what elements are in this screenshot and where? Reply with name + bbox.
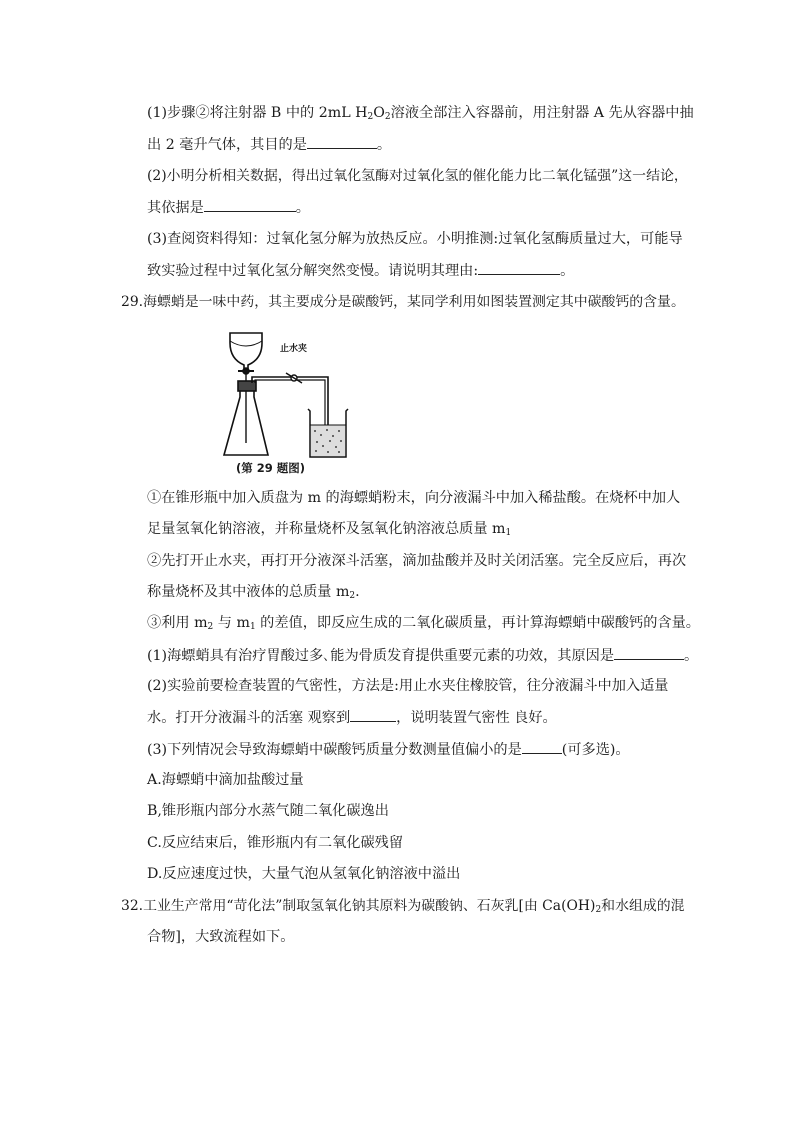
- q29-stem: 29.海螵蛸是一味中药，其主要成分是碳酸钙，某同学利用如图装置测定其中碳酸钙的含量。: [121, 294, 685, 310]
- separatory-funnel: [230, 333, 262, 371]
- q29-step2-line2: 称量烧杯及其中液体的总质量 $m_2$.: [147, 584, 360, 601]
- option-d: D.反应速度过快，大量气泡从氢氧化钠溶液中溢出: [147, 866, 461, 882]
- answer-blank[interactable]: [307, 134, 377, 149]
- q32-stem-line2: 合物]，大致流程如下。: [147, 929, 295, 945]
- q29-subquestion-2-line2: 水。打开分液漏斗的活塞 观察到 ，说明装置气密性 良好。: [147, 707, 557, 728]
- apparatus-figure: [222, 327, 422, 475]
- q29-step1-line2: 足量氢氧化钠溶液，并称量烧杯及氢氧化钠溶液总质量 $m_1$: [147, 521, 512, 538]
- answer-blank[interactable]: [522, 739, 562, 754]
- q32-stem-line1: 32.工业生产常用“苛化法”制取氢氧化钠其原料为碳酸钠、石灰乳[由 $Ca(OH)_2$和水组成的混: [121, 898, 685, 915]
- q28-part1-line1: (1)步骤②将注射器 B 中的 2mL $H_2O_2$溶液全部注入容器前，用注射器 A 先从容器中抽: [147, 105, 694, 122]
- q29-step1-line1: ①在锥形瓶中加入质盘为 m 的海螵蛸粉末，向分液漏斗中加入稀盐酸。在烧杯中加人: [147, 490, 681, 506]
- q28-part3-line2: 致实验过程中过氧化氢分解突然变慢。请说明其理由: 。: [147, 260, 574, 281]
- water-clamp-label: 止水夹: [280, 344, 308, 354]
- q28-part1-line2: 出 2 毫升气体，其目的是 。: [147, 134, 391, 155]
- q29-step3: ③利用 $m_2$ 与 $m_1$ 的差值，即反应生成的二氧化碳质量，再计算海螵蛸中碳酸钙的含量。: [147, 615, 700, 632]
- q29-subquestion-2-line1: (2)实验前要检查装置的气密性，方法是:用止水夹住橡胶管，往分液漏斗中加入适量: [147, 678, 669, 694]
- q28-part2-line1: (2)小明分析相关数据，得出过氧化氢酶对过氧化氢的催化能力比二氧化锰强”这一结论，: [147, 168, 688, 184]
- water-clamp: [286, 373, 302, 383]
- figure-caption: (第 29 题图): [236, 461, 306, 475]
- q29-subquestion-1: (1)海螵蛸具有治疗胃酸过多､能为骨质发育提供重要元素的功效，其原因是 。: [147, 645, 698, 666]
- answer-blank[interactable]: [204, 197, 296, 212]
- answer-blank[interactable]: [614, 645, 684, 660]
- answer-blank[interactable]: [478, 260, 560, 275]
- q29-subquestion-3: (3)下列情况会导致海螵蛸中碳酸钙质量分数测量值偏小的是 (可多选)。: [147, 739, 630, 760]
- answer-blank[interactable]: [350, 707, 396, 722]
- option-a: A.海螵蛸中滴加盐酸过量: [147, 772, 304, 788]
- q28-part2-line2: 其依据是 。: [147, 197, 310, 218]
- option-c: C.反应结束后，锥形瓶内有二氧化碳残留: [147, 835, 404, 851]
- q28-part3-line1: (3)查阅资料得知：过氧化氢分解为放热反应。小明推测:过氧化氢酶质量过大，可能导: [147, 231, 683, 247]
- q29-step2-line1: ②先打开止水夹，再打开分液深斗活塞，滴加盐酸并及时关闭活塞。完全反应后，再次: [147, 553, 687, 569]
- option-b: B,锥形瓶内部分水蒸气随二氧化碳逸出: [147, 803, 389, 819]
